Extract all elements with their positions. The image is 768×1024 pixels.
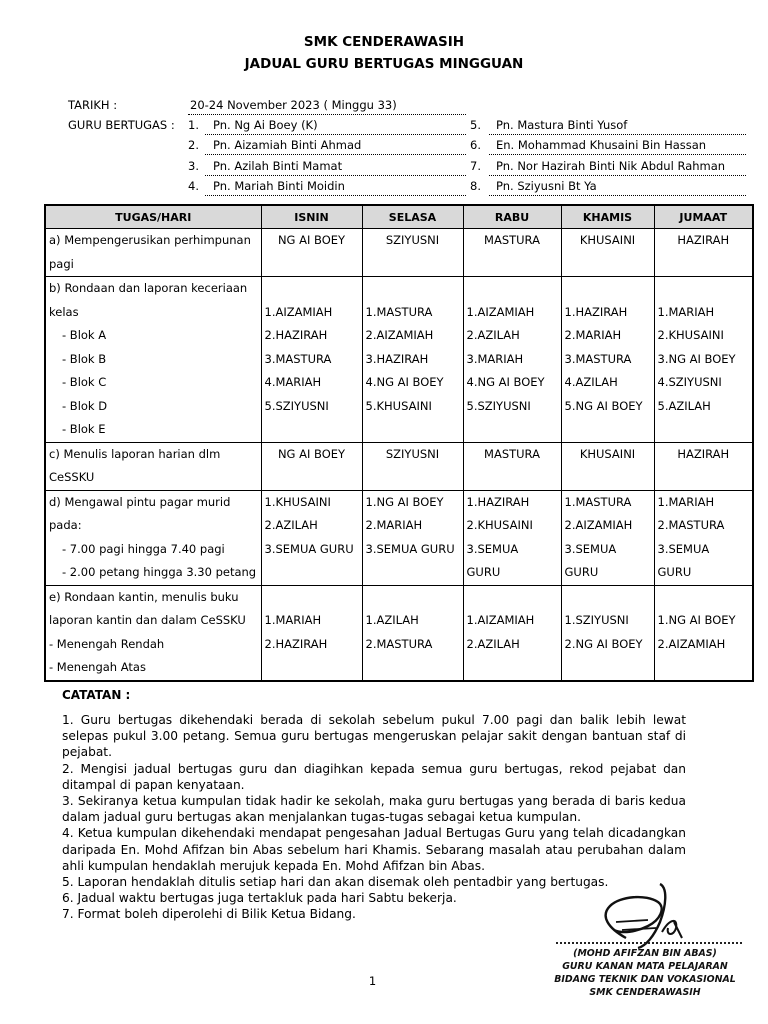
assigned-teacher: 2.HAZIRAH (264, 636, 328, 651)
school-name: SMK CENDERAWASIH (303, 34, 465, 50)
task-line: - Blok B (62, 351, 107, 366)
task-line: - Menengah Rendah (49, 636, 165, 651)
note-item: 6. Jadual waktu bertugas juga tertakluk pada hari Sabtu bekerja. (62, 891, 457, 906)
teacher-underline (489, 195, 746, 196)
task-line: e) Rondaan kantin, menulis buku (49, 589, 239, 604)
assigned-teacher: 2.AZILAH (264, 518, 318, 532)
teacher-underline (489, 134, 746, 135)
assigned-teacher: 2.MARIAH (365, 518, 423, 532)
note-item: 7. Format boleh diperolehi di Bilik Ketua Bidang. (62, 907, 356, 922)
assigned-teacher: 2.AZILAH (466, 328, 520, 342)
duty-cell (463, 585, 561, 681)
header-jumaat: JUMAAT (654, 205, 753, 229)
assigned-teacher: 1.AZILAH (365, 613, 419, 627)
assigned-teacher: 3.SEMUA (466, 541, 519, 556)
task-line: - Menengah Atas (49, 660, 146, 674)
page-number: 1 (368, 974, 377, 988)
assigned-teacher: MASTURA (484, 233, 540, 247)
spacer (265, 586, 359, 610)
duty-cell (261, 229, 362, 277)
teacher-underline (205, 134, 466, 135)
task-line: c) Menulis laporan harian dlm (49, 446, 221, 461)
note-item: 5. Laporan hendaklah ditulis setiap hari dan akan disemak oleh pentadbir yang bertugas. (62, 875, 609, 890)
teacher-name: Pn. Nor Hazirah Binti Nik Abdul Rahman (496, 159, 726, 173)
teacher-underline (205, 195, 466, 196)
teacher-number: 1. (188, 118, 199, 132)
assigned-teacher: 1.MASTURA (365, 304, 433, 319)
header-rabu: RABU (463, 205, 561, 229)
date-label: TARIKH : (68, 98, 118, 112)
task-line: pada: (49, 518, 82, 532)
assigned-teacher: 2.AZILAH (466, 636, 520, 651)
teacher-number: 8. (470, 179, 481, 193)
assigned-teacher: 3.SEMUA (657, 541, 710, 556)
spacer (658, 586, 750, 610)
assigned-teacher: 2.MARIAH (564, 328, 622, 342)
assigned-teacher: 2.NG AI BOEY (564, 636, 643, 651)
assigned-teacher: HAZIRAH (677, 446, 730, 461)
assigned-teacher: 3.SEMUA GURU (264, 541, 354, 556)
duty-cell (463, 442, 561, 490)
assigned-teacher: 5.KHUSAINI (365, 398, 432, 413)
header-task: TUGAS/HARI (45, 205, 261, 229)
teacher-name: En. Mohammad Khusaini Bin Hassan (496, 138, 707, 152)
assigned-teacher: 3.SEMUA GURU (365, 541, 455, 556)
teacher-name: Pn. Aizamiah Binti Ahmad (213, 138, 362, 152)
duty-cell (463, 277, 561, 443)
task-line: - Blok E (62, 422, 106, 436)
teacher-name: Pn. Sziyusni Bt Ya (496, 179, 597, 193)
task-cell (45, 277, 261, 443)
signatory-school: SMK CENDERAWASIH (589, 987, 701, 998)
teacher-underline (205, 154, 466, 155)
spacer (565, 277, 651, 301)
notes-title: CATATAN : (62, 688, 131, 702)
assigned-teacher: 4.NG AI BOEY (466, 375, 545, 389)
teacher-name: Pn. Azilah Binti Mamat (213, 159, 343, 173)
duty-cell (654, 442, 753, 490)
teacher-underline (205, 175, 466, 176)
assigned-teacher: 1.MARIAH (264, 613, 322, 627)
task-cell (45, 229, 261, 277)
header-khamis: KHAMIS (561, 205, 654, 229)
assigned-teacher: 5.SZIYUSNI (466, 398, 531, 413)
assigned-teacher: 1.NG AI BOEY (365, 494, 444, 509)
spacer (658, 277, 750, 301)
assigned-teacher: NG AI BOEY (277, 233, 346, 247)
spacer (565, 586, 651, 610)
task-line: - 7.00 pagi hingga 7.40 pagi (62, 541, 225, 556)
signatory-role-1: GURU KANAN MATA PELAJARAN (562, 961, 728, 972)
duty-table-body (45, 229, 753, 681)
assigned-teacher: 1.MARIAH (657, 494, 715, 509)
assigned-teacher: KHUSAINI (579, 446, 636, 461)
assigned-teacher: HAZIRAH (677, 233, 730, 247)
header-selasa: SELASA (362, 205, 463, 229)
assigned-teacher: 1.NG AI BOEY (657, 613, 736, 627)
teachers-label: GURU BERTUGAS : (68, 118, 175, 132)
duty-cell (561, 229, 654, 277)
assigned-teacher: 2.KHUSAINI (657, 328, 724, 342)
teacher-number: 6. (470, 138, 481, 152)
document-title: JADUAL GURU BERTUGAS MINGGUAN (244, 56, 524, 72)
duty-cell (654, 229, 753, 277)
assigned-teacher: GURU (564, 565, 599, 579)
assigned-teacher: 1.MARIAH (657, 304, 715, 319)
date-value: 20-24 November 2023 ( Minggu 33) (190, 98, 397, 112)
assigned-teacher: 2.KHUSAINI (466, 518, 533, 532)
header-isnin: ISNIN (261, 205, 362, 229)
assigned-teacher: 5.NG AI BOEY (564, 398, 643, 413)
assigned-teacher: GURU (466, 565, 501, 579)
assigned-teacher: 5.AZILAH (657, 398, 711, 413)
assigned-teacher: 3.MASTURA (564, 351, 632, 366)
assigned-teacher: 1.HAZIRAH (466, 494, 530, 509)
task-cell (45, 490, 261, 585)
table-row (45, 585, 753, 681)
table-row (45, 442, 753, 490)
task-line: b) Rondaan dan laporan keceriaan (49, 281, 248, 295)
task-cell (45, 585, 261, 681)
duty-cell (654, 585, 753, 681)
task-line: CeSSKU (49, 470, 95, 484)
duty-cell (362, 490, 463, 585)
teacher-number: 3. (188, 159, 199, 173)
task-line: pagi (49, 256, 74, 271)
assigned-teacher: 1.SZIYUSNI (564, 613, 629, 627)
signatory-name: (MOHD AFIFZAN BIN ABAS) (573, 948, 717, 959)
assigned-teacher: 1.KHUSAINI (264, 494, 331, 509)
task-line: d) Mengawal pintu pagar murid (49, 494, 231, 509)
task-line: - Blok A (62, 328, 107, 342)
assigned-teacher: 3.NG AI BOEY (657, 351, 736, 366)
teacher-underline (489, 175, 746, 176)
date-underline (188, 114, 466, 115)
assigned-teacher: 1.AIZAMIAH (466, 304, 535, 319)
teacher-number: 5. (470, 118, 481, 132)
note-item: 3. Sekiranya ketua kumpulan tidak hadir ke sekolah, maka guru bertugas yang berada di baris kedua dalam jadual guru bertugas akan menjalankan tugas-tugas sebagai ketua kumpulan. (62, 794, 686, 825)
assigned-teacher: 2.MASTURA (365, 636, 433, 651)
task-cell (45, 442, 261, 490)
note-item: 1. Guru bertugas dikehendaki berada di sekolah sebelum pukul 7.00 pagi dan balik lebih lewat selepas pukul 3.00 petang. Semua guru bertugas mengeruskan pelajar sakit dengan bantuan staf di pejabat. (62, 713, 686, 760)
teacher-number: 7. (470, 159, 481, 173)
assigned-teacher: 4.SZIYUSNI (657, 375, 722, 389)
assigned-teacher: 4.MARIAH (264, 375, 322, 389)
table-row (45, 229, 753, 277)
task-line: a) Mempengerusikan perhimpunan (49, 233, 251, 247)
duty-cell (362, 585, 463, 681)
assigned-teacher: GURU (657, 565, 692, 579)
note-item: 4. Ketua kumpulan dikehendaki mendapat pengesahan Jadual Bertugas Guru yang telah dicadangkan daripada En. Mohd Afifzan bin Abas sebelum hari Khamis. Sebarang masalah atau perubahan dalam ahli kumpulan hendaklah merujuk kepada En. Mohd Afifzan bin Abas. (62, 826, 686, 873)
duty-table (44, 204, 754, 682)
assigned-teacher: 5.SZIYUSNI (264, 398, 329, 413)
teacher-name: Pn. Mastura Binti Yusof (496, 118, 628, 132)
duty-cell (561, 585, 654, 681)
duty-cell (654, 490, 753, 585)
assigned-teacher: 2.MASTURA (657, 518, 725, 532)
assigned-teacher: KHUSAINI (579, 233, 636, 247)
signature-block (540, 947, 750, 999)
assigned-teacher: 3.HAZIRAH (365, 351, 429, 366)
teacher-name: Pn. Mariah Binti Moidin (213, 179, 345, 193)
spacer (366, 586, 460, 610)
assigned-teacher: 2.AIZAMIAH (564, 518, 633, 532)
spacer (467, 586, 558, 610)
task-line: - 2.00 petang hingga 3.30 petang (62, 565, 257, 579)
spacer (265, 277, 359, 301)
signature-line (556, 942, 742, 944)
task-line: laporan kantin dan dalam CeSSKU (49, 613, 246, 627)
assigned-teacher: 3.MARIAH (466, 351, 524, 366)
assigned-teacher: 1.HAZIRAH (564, 304, 628, 319)
assigned-teacher: 1.AIZAMIAH (264, 304, 333, 319)
teacher-number: 2. (188, 138, 199, 152)
note-item: 2. Mengisi jadual bertugas guru dan diagihkan kepada semua guru bertugas, rekod pejabat dan ditampal di papan kenyataan. (62, 761, 686, 792)
teacher-number: 4. (188, 179, 199, 193)
assigned-teacher: 4.AZILAH (564, 375, 618, 389)
assigned-teacher: 2.HAZIRAH (264, 328, 328, 342)
task-line: - Blok D (62, 398, 108, 413)
table-header-row (45, 205, 753, 229)
assigned-teacher: SZIYUSNI (385, 446, 440, 461)
teacher-name: Pn. Ng Ai Boey (K) (213, 118, 318, 132)
duty-cell (261, 490, 362, 585)
duty-cell (654, 277, 753, 443)
teacher-underline (489, 154, 746, 155)
assigned-teacher: 2.AIZAMIAH (365, 328, 434, 342)
duty-cell (362, 277, 463, 443)
assigned-teacher: SZIYUSNI (385, 233, 440, 247)
duty-cell (362, 442, 463, 490)
duty-cell (261, 277, 362, 443)
duty-cell (261, 585, 362, 681)
spacer (366, 277, 460, 301)
duty-cell (561, 442, 654, 490)
assigned-teacher: MASTURA (484, 446, 540, 461)
duty-cell (261, 442, 362, 490)
duty-cell (561, 490, 654, 585)
assigned-teacher: 4.NG AI BOEY (365, 375, 444, 389)
duty-cell (463, 229, 561, 277)
assigned-teacher: 1.AIZAMIAH (466, 613, 535, 627)
table-row (45, 277, 753, 443)
spacer (467, 277, 558, 301)
assigned-teacher: 3.MASTURA (264, 351, 332, 366)
duty-cell (362, 229, 463, 277)
table-row (45, 490, 753, 585)
signatory-role-2: BIDANG TEKNIK DAN VOKASIONAL (554, 974, 736, 985)
duty-cell (463, 490, 561, 585)
duty-cell (561, 277, 654, 443)
task-line: - Blok C (62, 375, 107, 389)
task-line: kelas (49, 304, 79, 319)
assigned-teacher: 2.AIZAMIAH (657, 636, 726, 651)
assigned-teacher: 1.MASTURA (564, 494, 632, 509)
assigned-teacher: NG AI BOEY (277, 446, 346, 461)
assigned-teacher: 3.SEMUA (564, 541, 617, 556)
